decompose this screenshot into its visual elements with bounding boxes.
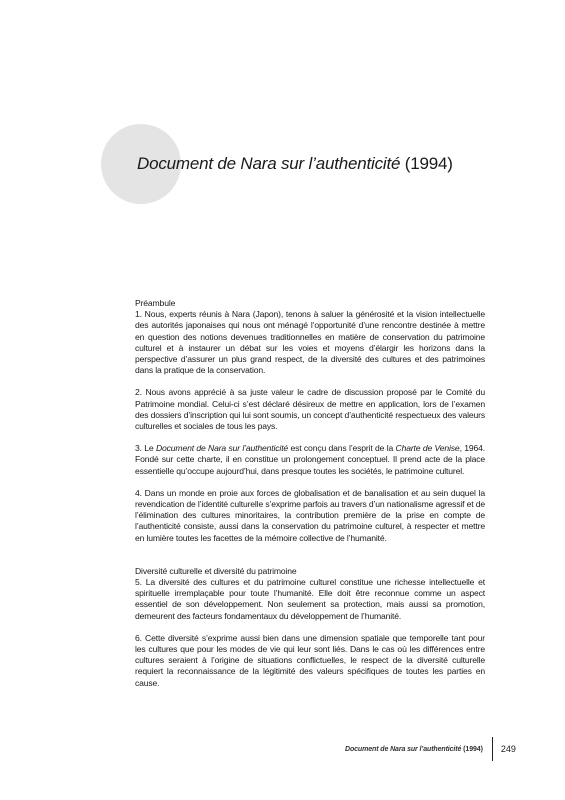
paragraph-3-text-middle: est conçu dans l’esprit de la — [288, 443, 396, 454]
paragraph-4: 4. Dans un monde en proie aux forces de globalisation et de banalisation et au sein duquel la revendication de l’identité culturelle s’exprime parfois au travers d’un nationalisme agressif et de l’élimination des cultures minoritaires, la contribution première de la prise en compte de l’authenticité consiste, aussi dans la conservation du patrimoine culturel, à respecter et mettre en lumière toutes les facettes de la mémoire collective de l’humanité. — [135, 487, 485, 543]
paragraph-3 — [135, 443, 485, 477]
paragraph-6: 6. Cette diversité s’exprime aussi bien dans une dimension spatiale que temporelle tant pour les cultures que pour les modes de vie qui leur sont liés. Dans le cas où les différences entre cultures seraient à l’origine de situations conflictuelles, le respect de la diversité culturelle requiert la reconnaissance de la légitimité des valeurs spécifiques de toutes les parties en cause. — [135, 632, 485, 688]
paragraph-3-charter-title: Charte de Venise — [395, 443, 460, 454]
paragraph-3-document-title: Document de Nara sur l’authenticité — [155, 443, 289, 454]
document-body — [135, 298, 485, 700]
section-heading-preambule: Préambule — [135, 298, 176, 308]
page-title-year: (1994) — [404, 154, 453, 173]
running-title-text: Document de Nara sur l’authenticité — [345, 745, 462, 753]
section-spacer — [135, 555, 485, 566]
paragraph-5: 5. La diversité des cultures et du patrimoine culturel constitue une richesse intellectuelle et spirituelle irremplaçable pour toute l’humanité. Elle doit être reconnue comme un aspect essentiel de son développement. Non seulement sa protection, mais aussi sa promotion, demeurent des facteurs fondamentaux du développement de l’humanité. — [135, 577, 485, 621]
footer-divider — [492, 737, 493, 761]
section-heading-diversite: Diversité culturelle et diversité du patrimoine — [135, 565, 297, 576]
paragraph-3-text-start: 3. Le — [135, 443, 156, 454]
running-title-year: (1994) — [463, 745, 483, 753]
running-title — [345, 746, 483, 753]
page-title-italic: Document de Nara sur l’authenticité — [137, 154, 401, 173]
page-footer — [345, 737, 516, 761]
page-title — [137, 153, 453, 175]
paragraph-1: 1. Nous, experts réunis à Nara (Japon), tenons à saluer la générosité et la vision intellectuelle des autorités japonaises qui nous ont ménagé l’opportunité d’une rencontre destinée à mettre en question des notions devenues traditionnelles en matière de conservation du patrimoine culturel et à instaurer un débat sur les voies et moyens d’élargir les horizons dans la perspective d’assurer un plus grand respect, de la diversité des cultures et des patrimoines dans la pratique de la conservation. — [135, 309, 485, 376]
page-number: 249 — [500, 744, 516, 754]
paragraph-2: 2. Nous avons apprécié à sa juste valeur le cadre de discussion proposé par le Comité du Patrimoine mondial. Celui-ci s’est déclaré désireux de mettre en application, lors de l’examen des dossiers d’inscription qui lui sont soumis, un concept d’authenticité respectueux des valeurs culturelles et sociales de tous les pays. — [135, 387, 485, 432]
paragraph-3-text-end: , 1964. Fondé sur cette charte, il en constitue un prolongement conceptuel. Il prend acte de la place essentielle qu’occupe aujourd’hui, dans presque toutes les sociétés, le patrimoine culturel. — [135, 443, 485, 476]
